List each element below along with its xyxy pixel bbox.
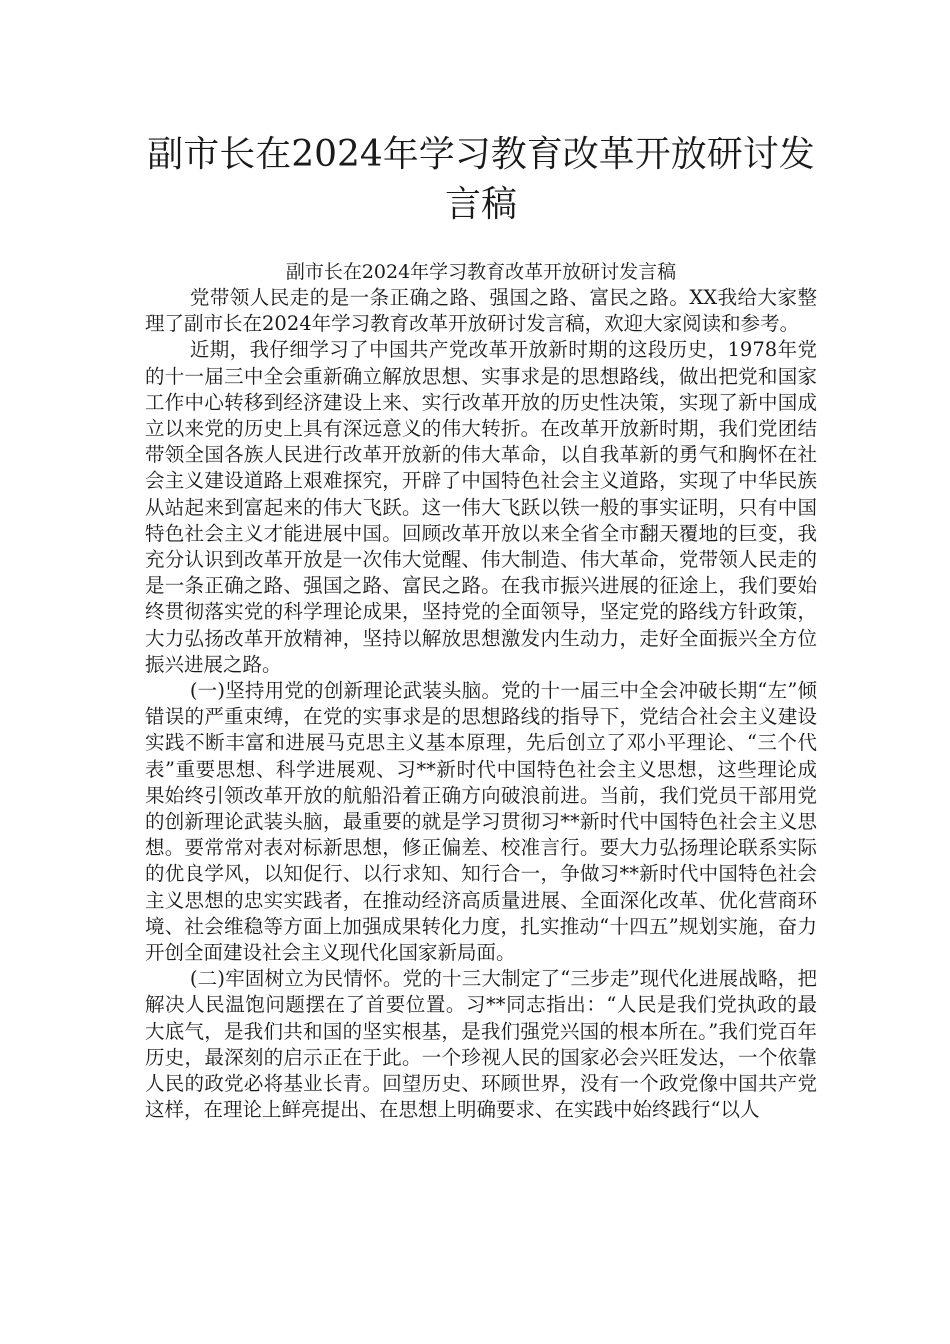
document-title: 副市长在2024年学习教育改革开放研讨发言稿 (147, 134, 815, 225)
document-page (145, 130, 817, 1124)
document-subtitle: 副市长在2024年学习教育改革开放研讨发言稿 (285, 261, 677, 283)
paragraph-history: 近期，我仔细学习了中国共产党改革开放新时期的这段历史，1978年党的十一届三中全会重新确立解放思想、实事求是的思想路线，做出把党和国家工作中心转移到经济建设上来、实行改革开放的历史性决策，实现了新中国成立以来党的历史上具有深远意义的伟大转折。在改革开放新时期，我们党团结带领全国各族人民进行改革开放新的伟大革命，以自我革新的勇气和胸怀在社会主义建设道路上艰难探究，开辟了中国特色社会主义道路，实现了中华民族从站起来到富起来的伟大飞跃。这一伟大飞跃以铁一般的事实证明，只有中国特色社会主义才能进展中国。回顾改革开放以来全省全市翻天覆地的巨变，我充分认识到改革开放是一次伟大觉醒、伟大制造、伟大革命，党带领人民走的是一条正确之路、强国之路、富民之路。在我市振兴进展的征途上，我们要始终贯彻落实党的科学理论成果，坚持党的全面领导，坚定党的路线方针政策，大力弘扬改革开放精神，坚持以解放思想激发内生动力，走好全面振兴全方位振兴进展之路。 (145, 338, 817, 676)
paragraph-section-1: (一)坚持用党的创新理论武装头脑。党的十一届三中全会冲破长期“左”倾错误的严重束缚，在党的实事求是的思想路线的指导下，党结合社会主义建设实践不断丰富和进展马克思主义基本原理，先后创立了邓小平理论、“三个代表”重要思想、科学进展观、习**新时代中国特色社会主义思想，这些理论成果始终引领改革开放的航船沿着正确方向破浪前进。当前，我们党员干部用党的创新理论武装头脑，最重要的就是学习贯彻习**新时代中国特色社会主义思想。要常常对表对标新思想，修正偏差、校准言行。要大力弘扬理论联系实际的优良学风，以知促行、以行求知、知行合一，争做习**新时代中国特色社会主义思想的忠实实践者，在推动经济高质量进展、全面深化改革、优化营商环境、社会维稳等方面上加强成果转化力度，扎实推动“十四五”规划实施，奋力开创全面建设社会主义现代化国家新局面。 (145, 679, 817, 965)
paragraph-section-2: (二)牢固树立为民情怀。党的十三大制定了“三步走”现代化进展战略，把解决人民温饱问题摆在了首要位置。习**同志指出：“人民是我们党执政的最大底气，是我们共和国的坚实根基，是我们强党兴国的根本所在。”我们党百年历史，最深刻的启示正在于此。一个珍视人民的国家必会兴旺发达，一个依靠人民的政党必将基业长青。回望历史、环顾世界，没有一个政党像中国共产党这样，在理论上鲜亮提出、在思想上明确要求、在实践中始终践行“以人 (145, 967, 817, 1122)
paragraph-intro: 党带领人民走的是一条正确之路、强国之路、富民之路。XX我给大家整理了副市长在2024年学习教育改革开放研讨发言稿，欢迎大家阅读和参考。 (145, 286, 817, 336)
